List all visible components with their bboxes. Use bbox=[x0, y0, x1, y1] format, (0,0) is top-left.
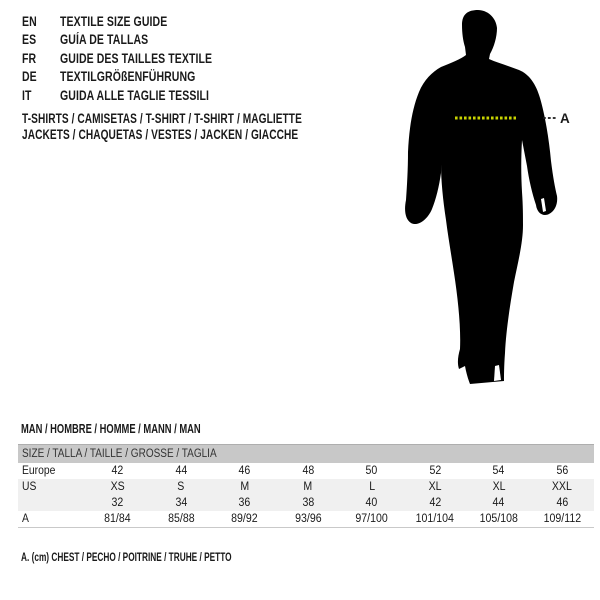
size-cell-text: 46 bbox=[238, 465, 251, 477]
product-types bbox=[22, 111, 395, 143]
row-label-text: A bbox=[22, 513, 29, 525]
row-label-text: US bbox=[22, 481, 37, 493]
section-title-man bbox=[21, 422, 261, 436]
size-cell-text: 44 bbox=[175, 465, 188, 477]
size-cell-text: 109/112 bbox=[543, 513, 581, 525]
row-label-text: Europe bbox=[22, 465, 56, 477]
product-line-jackets-text: JACKETS / CHAQUETAS / VESTES / JACKEN / GIACCHE bbox=[22, 127, 299, 142]
size-cell bbox=[340, 495, 404, 511]
language-row-de bbox=[22, 68, 255, 86]
size-table-header-text: SIZE / TALLA / TAILLE / GRÖSSE / TAGLIA bbox=[22, 448, 217, 460]
size-cell-text: 50 bbox=[365, 465, 378, 477]
size-cell bbox=[150, 479, 214, 495]
product-line-tshirts-text: T-SHIRTS / CAMISETAS / T-SHIRT / T-SHIRT / MAGLIETTE bbox=[22, 111, 302, 126]
size-cell bbox=[277, 511, 341, 527]
language-row-it bbox=[22, 87, 255, 105]
measure-label-a: A bbox=[560, 111, 570, 126]
language-code bbox=[22, 87, 60, 105]
language-label: TEXTILE SIZE GUIDE bbox=[60, 14, 168, 29]
size-cell bbox=[213, 479, 277, 495]
size-cell-text: 101/104 bbox=[416, 513, 455, 525]
language-code bbox=[22, 13, 60, 31]
language-row-fr bbox=[22, 50, 255, 68]
size-cell-text: 42 bbox=[429, 497, 442, 509]
size-cell bbox=[404, 463, 468, 479]
size-cell-text: 54 bbox=[492, 465, 505, 477]
row-label bbox=[18, 463, 86, 479]
size-table-row-chest bbox=[18, 511, 594, 528]
size-cell bbox=[531, 463, 595, 479]
size-cell bbox=[467, 463, 531, 479]
language-row-es bbox=[22, 31, 255, 49]
man-figure bbox=[400, 0, 600, 400]
size-cell bbox=[340, 479, 404, 495]
size-cell-text: 44 bbox=[492, 497, 505, 509]
footnote-text: A. (cm) CHEST / PECHO / POITRINE / TRUHE / PETTO bbox=[21, 552, 232, 564]
size-cell-text: 32 bbox=[111, 497, 124, 509]
size-cell bbox=[404, 479, 468, 495]
size-cell-text: XL bbox=[492, 481, 506, 493]
language-label: GUÍA DE TALLAS bbox=[60, 32, 149, 48]
size-cell-text: 97/100 bbox=[355, 513, 388, 525]
size-cell-text: XL bbox=[428, 481, 442, 493]
size-cell bbox=[213, 463, 277, 479]
size-cell-text: 52 bbox=[429, 465, 442, 477]
footnote-chest-measure bbox=[21, 551, 313, 565]
size-cell-text: 105/108 bbox=[479, 513, 518, 525]
size-cell-text: 48 bbox=[302, 465, 315, 477]
size-cell-text: 34 bbox=[175, 497, 188, 509]
size-cell bbox=[86, 479, 150, 495]
size-cell-text: 40 bbox=[365, 497, 378, 509]
row-label bbox=[18, 479, 86, 495]
size-table-row-europe bbox=[18, 463, 594, 479]
product-line-tshirts bbox=[22, 111, 395, 127]
size-cell bbox=[531, 495, 595, 511]
size-cell bbox=[340, 463, 404, 479]
language-code-text: ES bbox=[22, 32, 37, 48]
size-cell-text: 38 bbox=[302, 497, 315, 509]
size-cell-text: XS bbox=[110, 481, 125, 493]
size-cell-text: 89/92 bbox=[231, 513, 258, 525]
language-code-text: EN bbox=[22, 14, 37, 29]
size-cell bbox=[467, 479, 531, 495]
language-code-text: DE bbox=[22, 69, 37, 85]
size-cell bbox=[467, 511, 531, 527]
size-cell bbox=[86, 463, 150, 479]
size-cell-text: 93/96 bbox=[295, 513, 322, 525]
language-code bbox=[22, 31, 60, 49]
size-cell-text: M bbox=[240, 481, 250, 493]
size-table-header bbox=[18, 444, 594, 463]
size-cell bbox=[404, 511, 468, 527]
size-cell bbox=[150, 463, 214, 479]
size-cell bbox=[340, 511, 404, 527]
size-cell bbox=[277, 479, 341, 495]
size-cell-text: 81/84 bbox=[104, 513, 131, 525]
size-cell-text: 42 bbox=[111, 465, 124, 477]
size-table-row-numeric bbox=[18, 495, 594, 511]
size-cell-text: 56 bbox=[556, 465, 569, 477]
language-list bbox=[22, 13, 255, 105]
size-cell-text: M bbox=[303, 481, 313, 493]
language-label: TEXTILGRÖßENFÜHRUNG bbox=[60, 69, 196, 85]
size-cell bbox=[150, 495, 214, 511]
section-title-text: MAN / HOMBRE / HOMME / MANN / MAN bbox=[21, 422, 201, 436]
language-code-text: FR bbox=[22, 50, 37, 66]
man-silhouette bbox=[405, 10, 557, 384]
language-label: GUIDA ALLE TAGLIE TESSILI bbox=[60, 87, 209, 103]
language-row-en bbox=[22, 13, 255, 31]
size-cell bbox=[150, 511, 214, 527]
size-cell-text: S bbox=[177, 481, 185, 493]
row-label bbox=[18, 511, 86, 527]
size-table bbox=[18, 444, 594, 528]
size-cell bbox=[277, 495, 341, 511]
size-cell-text: 36 bbox=[238, 497, 251, 509]
product-line-jackets bbox=[22, 127, 395, 143]
size-cell-text: 46 bbox=[556, 497, 569, 509]
language-label: GUIDE DES TAILLES TEXTILE bbox=[60, 50, 213, 66]
language-code bbox=[22, 68, 60, 86]
size-cell bbox=[213, 495, 277, 511]
size-cell bbox=[404, 495, 468, 511]
row-label bbox=[18, 495, 86, 511]
size-cell bbox=[531, 511, 595, 527]
size-cell-text: XXL bbox=[552, 481, 573, 493]
size-cell-text: 85/88 bbox=[168, 513, 195, 525]
size-cell bbox=[213, 511, 277, 527]
size-cell bbox=[86, 495, 150, 511]
size-cell bbox=[86, 511, 150, 527]
size-table-row-us bbox=[18, 479, 594, 495]
size-cell bbox=[277, 463, 341, 479]
language-code bbox=[22, 50, 60, 68]
size-cell bbox=[531, 479, 595, 495]
size-cell-text: L bbox=[368, 481, 375, 493]
language-code-text: IT bbox=[22, 87, 32, 103]
size-cell bbox=[467, 495, 531, 511]
